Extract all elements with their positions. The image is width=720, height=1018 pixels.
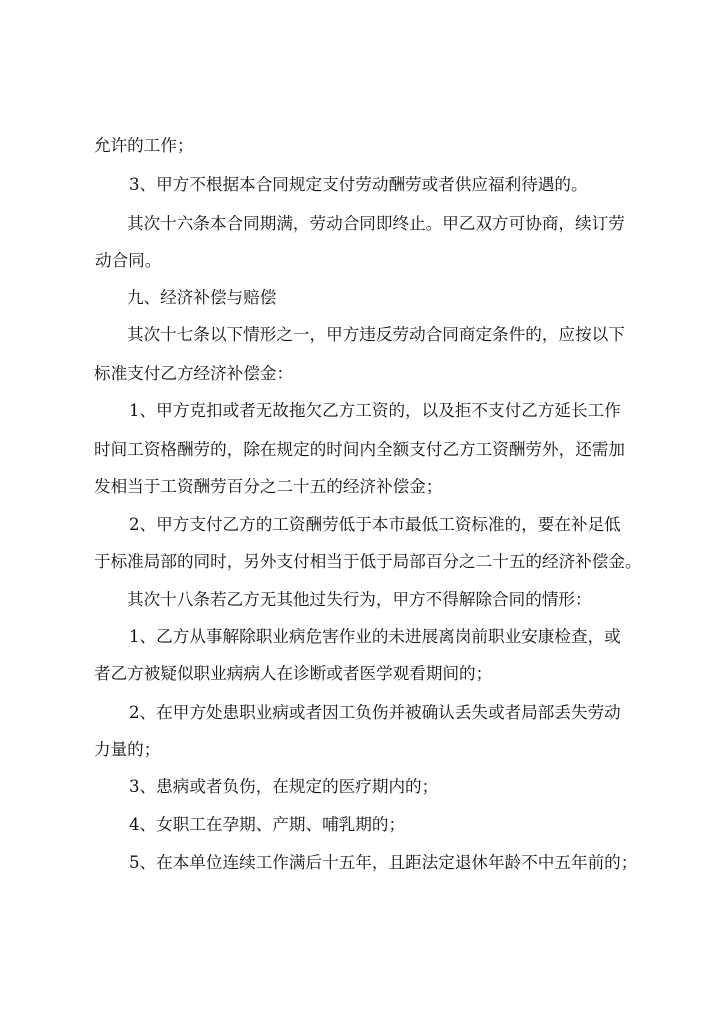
- text-line: 其次十七条以下情形之一，甲方违反劳动合同商定条件的，应按以下: [127, 325, 625, 344]
- text-line: 标准支付乙方经济补偿金：: [94, 364, 294, 383]
- text-line: 发相当于工资酬劳百分之二十五的经济补偿金；: [94, 477, 443, 496]
- text-line: 2、在甲方处患职业病或者因工负伤并被确认丢失或者局部丢失劳动: [129, 703, 621, 722]
- text-line: 1、甲方克扣或者无故拖欠乙方工资的，以及拒不支付乙方延长工作: [129, 401, 621, 420]
- text-line: 力量的；: [94, 740, 161, 759]
- text-line: 其次十八条若乙方无其他过失行为，甲方不得解除合同的情形：: [127, 590, 592, 609]
- text-line: 3、甲方不根据本合同规定支付劳动酬劳或者供应福利待遇的。: [129, 175, 588, 194]
- text-line: 其次十六条本合同期满，劳动合同即终止。甲乙双方可协商，续订劳: [127, 214, 625, 233]
- text-line: 者乙方被疑似职业病病人在诊断或者医学观看期间的；: [94, 664, 493, 683]
- text-line: 4、女职工在孕期、产期、哺乳期的；: [129, 815, 406, 834]
- text-line: 动合同。: [95, 251, 162, 270]
- text-line: 1、乙方从事解除职业病危害作业的未进展离岗前职业安康检查，或: [129, 627, 621, 646]
- text-line: 2、甲方支付乙方的工资酬劳低于本市最低工资标准的，要在补足低: [129, 515, 621, 534]
- section-heading: 九、经济补偿与赔偿: [127, 288, 277, 307]
- text-line: 时间工资格酬劳的，除在规定的时间内全额支付乙方工资酬劳外，还需加: [94, 440, 625, 459]
- text-line: 5、在本单位连续工作满后十五年，且距法定退休年龄不中五年前的；: [129, 853, 638, 872]
- text-line: 允许的工作；: [94, 136, 194, 155]
- text-line: 3、患病或者负伤，在规定的医疗期内的；: [129, 777, 439, 796]
- text-line: 于标准局部的同时，另外支付相当于低于局部百分之二十五的经济补偿金。: [94, 552, 642, 571]
